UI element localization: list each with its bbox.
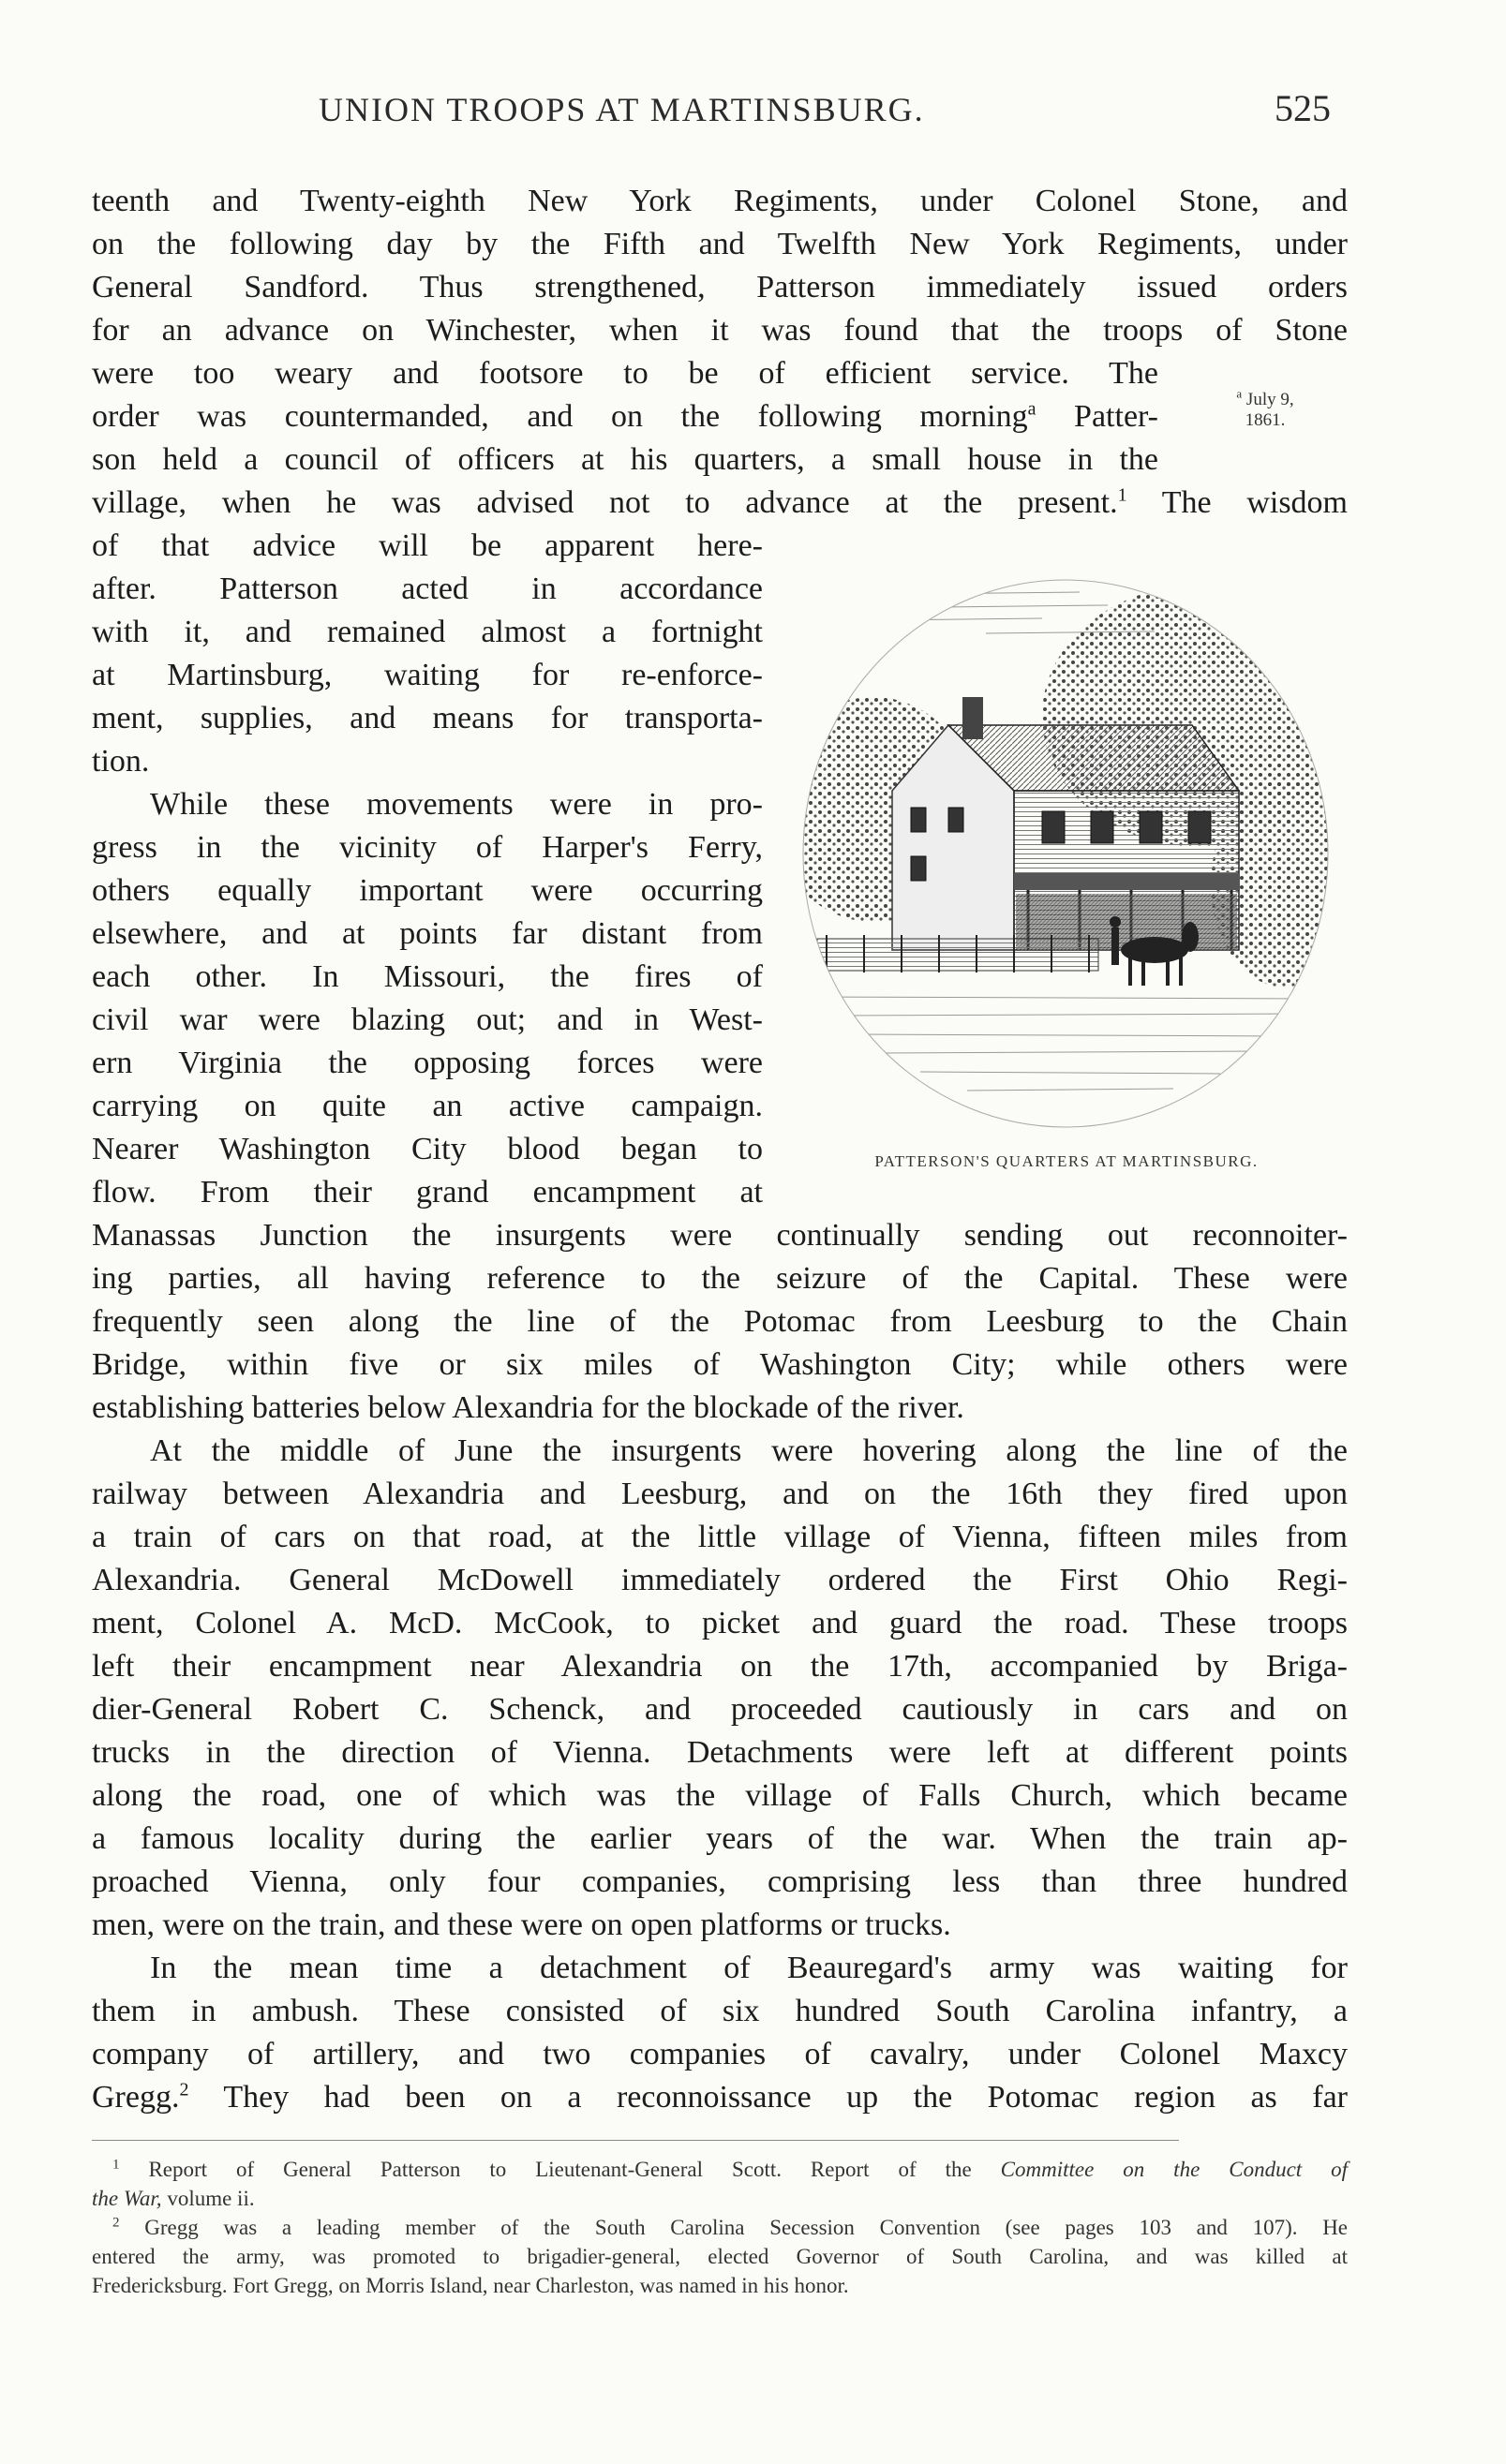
text-run: Patter-: [1036, 399, 1158, 434]
text-line: each other. In Missouri, the fires of: [92, 959, 763, 994]
footnote-ref: 2: [179, 2079, 189, 2100]
text-run: Gregg was a leading member of the South Carolina Secession Convention (see pages 103 and 107). He: [144, 2216, 1349, 2239]
footnote-2: [92, 2213, 1348, 2242]
engraving-illustration: [798, 575, 1333, 1132]
text-line: son held a council of officers at his quarters, a small house in the: [92, 442, 1158, 477]
sidenote-ref: a: [1027, 398, 1036, 420]
text-line: [92, 2076, 1348, 2119]
footnote-marker: 2: [112, 2215, 120, 2231]
text-line: after. Patterson acted in accordance: [92, 571, 763, 606]
text-line: others equally important were occurring: [92, 873, 763, 908]
marginal-note: [1209, 386, 1321, 431]
sidenote-marker: a: [1236, 386, 1243, 401]
footnote-ref: 1: [1117, 484, 1127, 506]
body-text-top: [92, 180, 1348, 525]
text-line: While these movements were in pro-: [150, 787, 763, 822]
text-run: volume ii.: [161, 2187, 255, 2210]
footnote-1-cont: [92, 2184, 1348, 2213]
text-line: teenth and Twenty-eighth New York Regiments, under Colonel Stone, and: [92, 184, 1348, 218]
illustration-caption: PATTERSON'S QUARTERS AT MARTINSBURG.: [874, 1152, 1259, 1170]
text-line: At the middle of June the insurgents were hovering along the line of the: [150, 1433, 1348, 1468]
sidenote-line: [1209, 386, 1321, 410]
cited-title: Committee on the Conduct of: [1000, 2158, 1349, 2181]
text-line: a train of cars on that road, at the little village of Vienna, fifteen miles from: [92, 1520, 1348, 1554]
text-line: civil war were blazing out; and in West-: [92, 1002, 763, 1037]
text-line: Alexandria. General McDowell immediately ordered the First Ohio Regi-: [92, 1563, 1348, 1597]
text-line: In the mean time a detachment of Beauregard's army was waiting for: [150, 1951, 1348, 1985]
text-line: ment, supplies, and means for transporta-: [92, 701, 763, 735]
page-number: 525: [1275, 87, 1331, 129]
text-line: a famous locality during the earlier years of the war. When the train ap-: [92, 1821, 1348, 1856]
body-text-bottom: [92, 1214, 1348, 2119]
text-line: railway between Alexandria and Leesburg, and on the 16th they fired upon: [92, 1477, 1348, 1511]
text-line: establishing batteries below Alexandria for the blockade of the river.: [92, 1390, 964, 1425]
text-line: left their encampment near Alexandria on the 17th, accompanied by Briga-: [92, 1649, 1348, 1684]
text-line: trucks in the direction of Vienna. Detachments were left at different points: [92, 1735, 1348, 1770]
text-line: General Sandford. Thus strengthened, Patterson immediately issued orders: [92, 270, 1348, 304]
text-line: ment, Colonel A. McD. McCook, to picket and guard the road. These troops: [92, 1606, 1348, 1640]
text-line: tion.: [92, 744, 150, 779]
text-line: Bridge, within five or six miles of Washington City; while others were: [92, 1347, 1348, 1382]
text-line: on the following day by the Fifth and Twelfth New York Regiments, under: [92, 227, 1348, 261]
text-line: proached Vienna, only four companies, comprising less than three hundred: [92, 1864, 1348, 1899]
text-line: ing parties, all having reference to the seizure of the Capital. These were: [92, 1261, 1348, 1296]
text-line: flow. From their grand encampment at: [92, 1175, 763, 1210]
text-line: were too weary and footsore to be of efficient service. The: [92, 356, 1158, 391]
footnote-marker: 1: [112, 2157, 120, 2173]
text-line: company of artillery, and two companies of cavalry, under Colonel Maxcy: [92, 2037, 1348, 2071]
text-run: Report of General Patterson to Lieutenant-General Scott. Report of the: [148, 2158, 972, 2181]
text-line: dier-General Robert C. Schenck, and proceeded cautiously in cars and on: [92, 1692, 1348, 1727]
sidenote-date: July 9,: [1245, 390, 1294, 409]
text-line: with it, and remained almost a fortnight: [92, 615, 763, 649]
text-line: along the road, one of which was the village of Falls Church, which became: [92, 1778, 1348, 1813]
text-run: They had been on a reconnoissance up the Potomac region as far: [223, 2080, 1348, 2115]
text-line: elsewhere, and at points far distant from: [92, 916, 763, 951]
text-line: gress in the vicinity of Harper's Ferry,: [92, 830, 763, 865]
text-line: [92, 482, 1348, 525]
text-line: ern Virginia the opposing forces were: [92, 1046, 763, 1080]
text-run: Gregg.: [92, 2080, 180, 2115]
cited-title: the War,: [92, 2187, 162, 2210]
footnote-rule: [92, 2140, 1179, 2141]
text-line: of that advice will be apparent here-: [92, 528, 763, 563]
text-line: frequently seen along the line of the Potomac from Leesburg to the Chain: [92, 1304, 1348, 1339]
text-line: carrying on quite an active campaign.: [92, 1089, 763, 1123]
page-header: [0, 87, 1506, 137]
text-run: The wisdom: [1161, 485, 1348, 520]
text-line: [92, 395, 1158, 438]
text-line: at Martinsburg, waiting for re-enforce-: [92, 658, 763, 692]
text-run: order was countermanded, and on the following morning: [92, 399, 1028, 434]
text-line: Manassas Junction the insurgents were continually sending out reconnoiter-: [92, 1218, 1348, 1253]
footnote-1: [92, 2155, 1348, 2184]
footnotes: [92, 2155, 1348, 2300]
running-head: UNION TROOPS AT MARTINSBURG.: [319, 91, 925, 128]
text-line: men, were on the train, and these were on open platforms or trucks.: [92, 1907, 951, 1942]
text-line: for an advance on Winchester, when it was found that the troops of Stone: [92, 313, 1348, 348]
text-line: them in ambush. These consisted of six hundred South Carolina infantry, a: [92, 1994, 1348, 2028]
text-line: Nearer Washington City blood began to: [92, 1132, 763, 1166]
text-run: village, when he was advised not to advance at the present.: [92, 485, 1118, 520]
footnote-2-cont: Fredericksburg. Fort Gregg, on Morris Island, near Charleston, was named in his honor.: [92, 2274, 849, 2297]
body-text-wrapped: [92, 525, 763, 1214]
sidenote-year: 1861.: [1245, 410, 1286, 430]
footnote-2-cont: entered the army, was promoted to brigadier-general, elected Governor of South Carolina, and was killed at: [92, 2245, 1348, 2268]
